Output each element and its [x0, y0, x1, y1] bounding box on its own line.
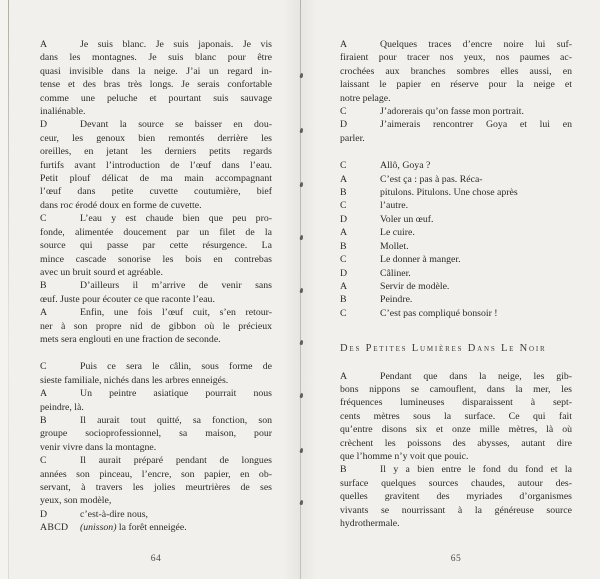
speaker-label: C: [340, 307, 347, 319]
text-line: surface quelques sources chaudes, autour des-: [340, 477, 572, 489]
text-line: B Il aurait tout quitté, sa fonction, son: [40, 414, 272, 426]
speaker-label: C: [340, 106, 347, 118]
text-line: oreilles, en jetant les derniers petits regards: [40, 146, 272, 158]
speaker-label: D: [340, 267, 348, 279]
speech-paragraph: [340, 159, 572, 172]
text-line: A Servir de modèle.: [340, 280, 450, 292]
speech-paragraph: [340, 293, 572, 306]
text-line: C J’adorerais qu’on fasse mon portrait.: [340, 106, 524, 118]
text-line: D Câliner.: [340, 267, 411, 279]
speaker-label: C: [340, 254, 347, 266]
speaker-label: D: [40, 119, 48, 131]
speaker-label: B: [340, 464, 347, 476]
text-line: C Allô, Goya ?: [340, 160, 431, 172]
text-line: furtifs avant l’introduction de l’œuf dans l’eau.: [40, 159, 272, 171]
text-line: A Un peintre asiatique pourrait nous: [40, 388, 272, 400]
text-line: parler.: [340, 132, 365, 144]
speaker-label: D: [340, 213, 348, 225]
speaker-label: ABCD: [40, 522, 69, 534]
speaker-label: B: [40, 280, 47, 292]
stage-direction: (unisson): [80, 522, 117, 534]
speaker-label: C: [40, 455, 47, 467]
speaker-label: C: [40, 213, 47, 225]
text-line: C Puis ce sera le câlin, sous forme de: [40, 361, 272, 373]
text-line: groupe socioprofessionnel, sa maison, pour: [40, 428, 272, 440]
text-line: D J’aimerais rencontrer Goya et lui en: [340, 119, 572, 131]
text-line: ceur, les genoux bien remontés derrière les: [40, 132, 272, 144]
paragraph-gap: [340, 356, 572, 370]
speech-paragraph: [340, 186, 572, 199]
text-line: mets sera englouti en une fraction de seconde.: [40, 333, 221, 345]
text-line: firaient pour tracer nos yeux, nos paumes ac-: [340, 52, 572, 64]
text-line: que l’homme n’y voit que pouic.: [340, 450, 469, 462]
text-line: yeux, son modèle,: [40, 495, 112, 507]
section-heading: Des Petites Lumières Dans Le Noir: [340, 343, 547, 355]
text-line: peindre, là.: [40, 401, 84, 413]
speaker-label: A: [340, 173, 348, 185]
speech-paragraph: [340, 38, 572, 105]
speaker-label: A: [40, 307, 48, 319]
text-line: ner à son propre nid de gibbon où le précieux: [40, 320, 272, 332]
text-line: mince cascade sonorise les bois en contrebas: [40, 253, 272, 265]
speech-paragraph: [340, 267, 572, 280]
text-line: hydrothermale.: [340, 518, 400, 529]
text-line: D Devant la source se baisser en dou-: [40, 119, 272, 131]
speaker-label: D: [40, 508, 48, 520]
speaker-label: A: [340, 370, 348, 382]
page-edge-strip: [0, 0, 8, 579]
text-line: tense et des bras très longs. Je serais confortable: [40, 79, 272, 91]
speech-paragraph: [340, 280, 572, 293]
speaker-label: B: [340, 294, 347, 306]
speech-paragraph: [340, 105, 572, 118]
speech-paragraph: [40, 306, 272, 346]
speech-paragraph: [40, 387, 272, 414]
speech-paragraph: [40, 279, 272, 306]
text-line: qu’entre disons six et onze mille mètres, là où: [340, 424, 572, 436]
text-line: fréquences lumineuses disparaissent à sept-: [340, 397, 572, 409]
text-line: C L’eau y est chaude bien que peu pro-: [40, 213, 272, 225]
text-line: sieste familiale, nichés dans les arbres enneigés.: [40, 374, 229, 386]
speech-paragraph: [40, 508, 272, 521]
speech-paragraph: [40, 38, 272, 118]
speech-paragraph: [340, 213, 572, 226]
speech-paragraph: [40, 212, 272, 279]
speech-paragraph: [340, 463, 572, 530]
text-line: servant, à travers les jolies meurtrières de ses: [40, 482, 272, 493]
text-line: crèchent les poissons des abysses, autant dire: [340, 437, 572, 449]
speaker-label: B: [40, 414, 47, 426]
paragraph-gap: [340, 320, 572, 342]
text-line: A C’est ça : pas à pas. Réca-: [340, 173, 483, 185]
text-line: Petit plouf délicat de ma main accompagnant: [40, 173, 272, 185]
speech-paragraph: [40, 414, 272, 454]
text-line: laissant le papier en réserve pour la neige et: [340, 79, 572, 91]
text-line: fonde, alimentée doucement par un filet de la: [40, 226, 272, 238]
text-line: B Mollet.: [340, 240, 409, 252]
text-line: inaliénable.: [40, 106, 86, 118]
text-line: venir vivre dans la montagne.: [40, 441, 157, 453]
speech-paragraph: [40, 521, 272, 534]
text-line: A Enfin, une fois l’œuf cuit, s’en retour-: [40, 307, 272, 319]
speaker-label: C: [340, 200, 347, 212]
text-line: comme une peluche et pourtant suis sauvage: [40, 92, 272, 104]
text-line: C C’est pas compliqué bonsoir !: [340, 307, 498, 319]
text-line: quasi invisible dans la neige. J’ai un regard in-: [40, 65, 272, 77]
text-line: C Il aurait préparé pendant de longues: [40, 455, 272, 467]
text-line: œuf. Juste pour écouter ce que raconte l’eau.: [40, 293, 215, 305]
paragraph-gap: [40, 346, 272, 360]
text-line: dans les montagnes. Je suis blanc pour être: [40, 52, 272, 64]
text-line: D c’est-à-dire nous,: [40, 508, 149, 520]
speaker-label: A: [340, 280, 348, 292]
speech-paragraph: [40, 118, 272, 212]
speech-paragraph: [40, 360, 272, 387]
page-right-text: [340, 38, 572, 530]
text-line: C l’autre.: [340, 200, 409, 212]
text-line: source qui passe par cette résurgence. La: [40, 240, 272, 252]
speaker-label: B: [340, 240, 347, 252]
speech-paragraph: [340, 173, 572, 186]
page-right: [300, 0, 592, 579]
paragraph-gap: [340, 145, 572, 159]
text-line: vivants se nourrissant à la généreuse source: [340, 504, 572, 516]
text-line: A Quelques traces d’encre noire lui suf-: [340, 39, 572, 50]
text-line: quelles gravitent des myriades d’organismes: [340, 491, 572, 503]
text-line: crochées aux branches sombres elles aussi, en: [340, 65, 572, 77]
speech-paragraph: [340, 307, 572, 320]
text-line: C Le donner à manger.: [340, 254, 461, 266]
text-line: B Peindre.: [340, 294, 413, 306]
text-line: B pitulons. Pitulons. Une chose après: [340, 187, 518, 199]
text-line: B Il y a bien entre le fond du fond et la: [340, 464, 572, 476]
text-line: B D’ailleurs il m’arrive de venir sans: [40, 280, 272, 292]
speech-paragraph: [340, 118, 572, 145]
page-number: 64: [150, 554, 162, 564]
page-number: 65: [450, 554, 462, 564]
speaker-label: A: [340, 227, 348, 239]
text-line: D Voler un œuf.: [340, 213, 434, 225]
page-left-text: [40, 38, 272, 535]
speech-paragraph: [340, 370, 572, 464]
speech-paragraph: [340, 253, 572, 266]
text-line: cents mètres sous la surface. Ce qui fait: [340, 410, 572, 422]
text-line: dans roc érodé doux en forme de cuvette.: [40, 199, 202, 211]
text-line: l’œuf dans petite cuvette coutumière, bief: [40, 186, 272, 198]
speaker-label: A: [340, 39, 348, 50]
speaker-label: C: [340, 160, 347, 172]
text-line: notre pelage.: [340, 92, 391, 104]
text-line: bons nippons se camouflent, dans la mer, les: [340, 383, 572, 395]
speech-paragraph: [40, 454, 272, 508]
speech-paragraph: [340, 240, 572, 253]
speech-paragraph: [340, 226, 572, 239]
text-line: avec un bruit sourd et agréable.: [40, 266, 163, 278]
text-line: A Je suis blanc. Je suis japonais. Je vis: [40, 39, 272, 50]
text-line: ABCD (unisson) la forêt enneigée.: [40, 522, 187, 534]
speech-paragraph: [340, 199, 572, 212]
speaker-label: C: [40, 361, 47, 373]
speaker-label: B: [340, 187, 347, 199]
speaker-label: D: [340, 119, 348, 131]
text-line: A Pendant que dans la neige, les gib-: [340, 370, 572, 382]
text-line: A Le cuire.: [340, 227, 415, 239]
speaker-label: A: [40, 388, 48, 400]
page-left: [8, 0, 300, 579]
speaker-label: A: [40, 39, 48, 50]
text-line: années son pinceau, l’encre, son papier, en ob-: [40, 468, 272, 480]
